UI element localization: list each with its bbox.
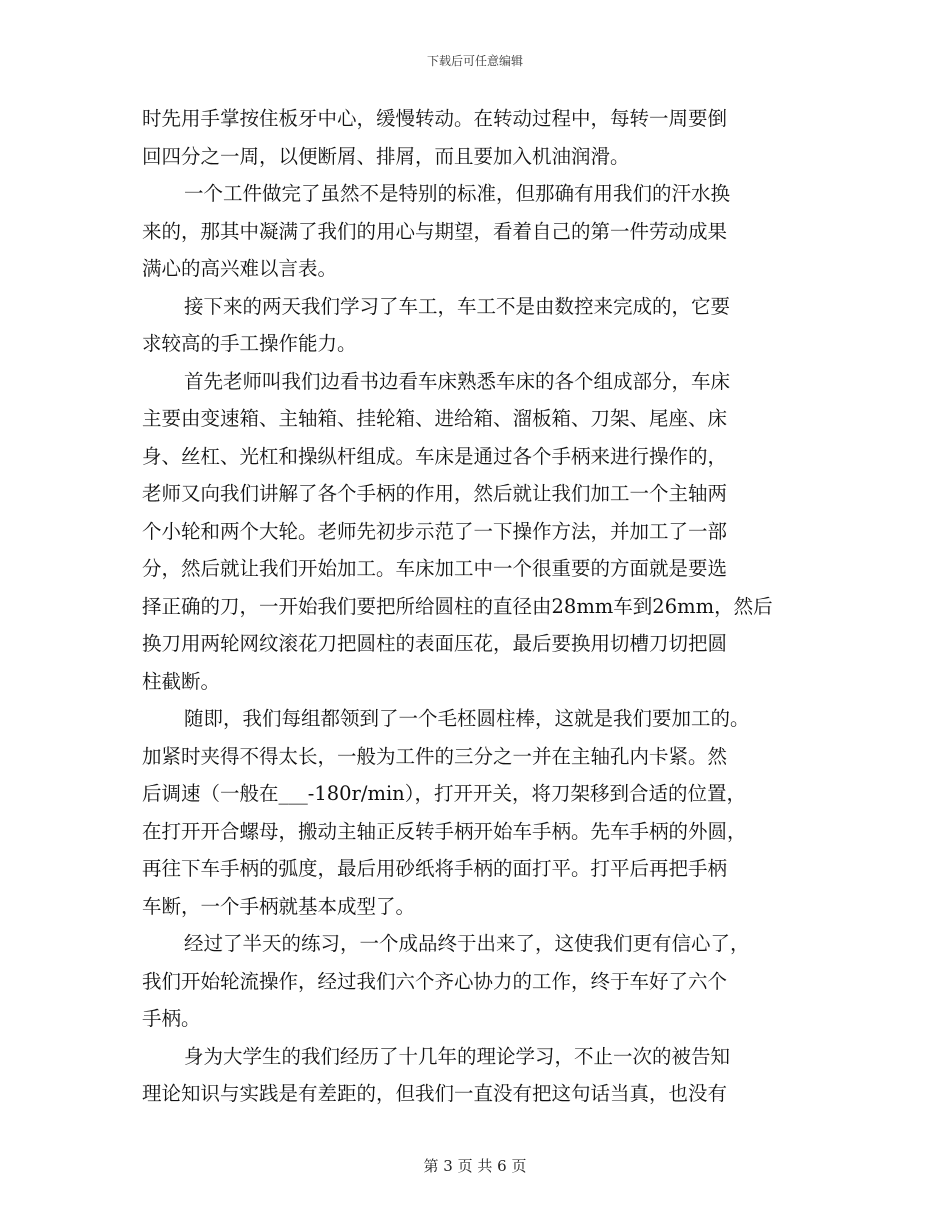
text-line: 理论知识与实践是有差距的，但我们一直没有把这句话当真，也没有: [142, 1082, 728, 1105]
page-header: 下载后可任意编辑: [426, 54, 523, 68]
text-line: 主要由变速箱、主轴箱、挂轮箱、进给箱、溜板箱、刀架、尾座、床: [142, 407, 728, 430]
page-footer: 第 3 页 共 6 页: [423, 1157, 527, 1175]
text-line: 时先用手掌按住板牙中心，缓慢转动。在转动过程中，每转一周要倒: [142, 107, 728, 130]
text-line: 加紧时夹得不得太长，一般为工件的三分之一并在主轴孔内卡紧。然: [142, 744, 728, 768]
text-line: 柱截断。: [142, 669, 221, 693]
text-line: 车断，一个手柄就基本成型了。: [142, 894, 416, 918]
document-body: [142, 100, 812, 1113]
text-line: 我们开始轮流操作，经过我们六个齐心协力的工作，终于车好了六个: [142, 969, 728, 993]
text-line: 在打开开合螺母，搬动主轴正反转手柄开始车手柄。先车手柄的外圆，: [142, 819, 747, 843]
text-line: 满心的高兴难以言表。: [142, 257, 338, 280]
text-line: 再往下车手柄的弧度，最后用砂纸将手柄的面打平。打平后再把手柄: [142, 857, 728, 880]
text-line: 个小轮和两个大轮。老师先初步示范了一下操作方法，并加工了一部: [142, 519, 728, 543]
text-line: 经过了半天的练习，一个成品终于出来了，这使我们更有信心了，: [184, 932, 750, 955]
text-line: 来的，那其中凝满了我们的用心与期望，看着自己的第一件劳动成果: [142, 219, 728, 243]
text-line: 换刀用两轮网纹滚花刀把圆柱的表面压花，最后要换用切槽刀切把圆: [142, 632, 728, 655]
text-line: 随即，我们每组都领到了一个毛柸圆柱棒，这就是我们要加工的。: [184, 707, 750, 730]
text-line: 后调速（一般在___-180r/min），打开开关，将刀架移到合适的位置，: [142, 782, 746, 805]
text-line: 回四分之一周，以便断屑、排屑，而且要加入机油润滑。: [142, 144, 630, 168]
text-line: 老师又向我们讲解了各个手柄的作用，然后就让我们加工一个主轴两: [142, 482, 728, 505]
text-line: 手柄。: [142, 1007, 201, 1030]
text-line: 一个工件做完了虽然不是特别的标准，但那确有用我们的汗水换: [184, 182, 731, 205]
text-line: 接下来的两天我们学习了车工，车工不是由数控来完成的，它要: [184, 294, 731, 318]
text-line: 身为大学生的我们经历了十几年的理论学习，不止一次的被告知: [184, 1044, 731, 1068]
text-line: 分，然后就让我们开始加工。车床加工中一个很重要的方面就是要选: [142, 557, 728, 580]
text-line: 择正确的刀，一开始我们要把所给圆柱的直径由28mm车到26mm，然后: [142, 594, 773, 618]
text-line: 身、丝杠、光杠和操纵杆组成。车床是通过各个手柄来进行操作的，: [142, 444, 728, 468]
text-line: 首先老师叫我们边看书边看车床熟悉车床的各个组成部分，车床: [184, 369, 731, 393]
text-line: 求较高的手工操作能力。: [142, 332, 357, 355]
